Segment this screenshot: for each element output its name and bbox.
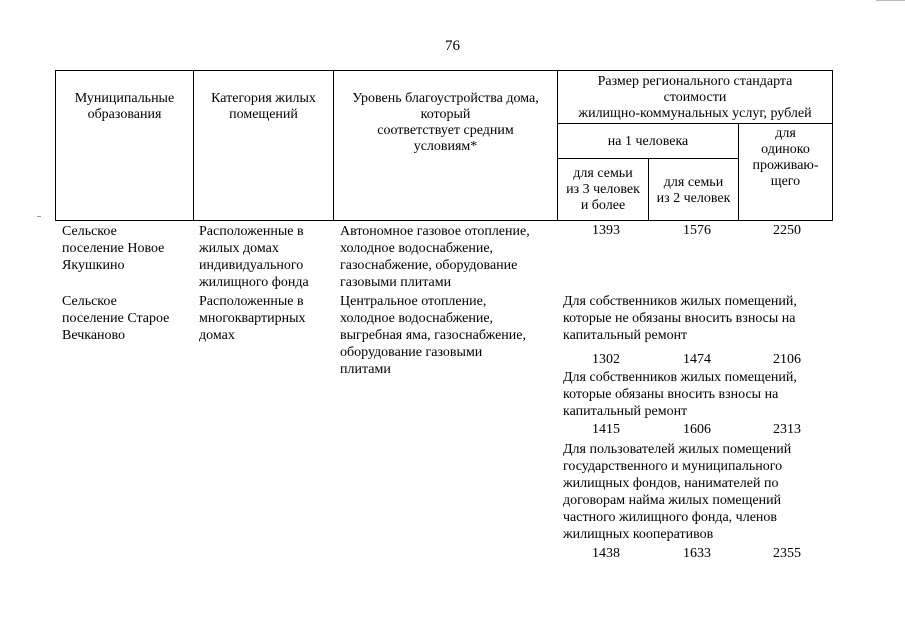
group2-value-family3: 1415 (592, 422, 620, 437)
header-family2 (648, 158, 739, 221)
group2-value-single: 2313 (773, 422, 801, 437)
header-amenities (333, 70, 558, 221)
row2-municipality: Сельское поселение Старое Вечканово (62, 294, 170, 343)
header-category-label: Категория жилых помещений (211, 91, 316, 122)
group3-value-single: 2355 (773, 546, 801, 561)
header-standard-label: Размер регионального стандарта стоимости жилищно-коммунальных услуг, рублей (578, 74, 812, 121)
group2-value-family2: 1606 (683, 422, 711, 437)
row1-value-family2: 1576 (683, 223, 711, 238)
header-family2-label: для семьи из 2 человек (656, 175, 731, 206)
row1-municipality: Сельское поселение Новое Якушкино (62, 224, 165, 273)
row2-amenities: Центральное отопление, холодное водоснабжение, выгребная яма, газоснабжение, оборудование газовыми плитами (340, 294, 527, 377)
group3-value-family2: 1633 (683, 546, 711, 561)
group1-value-family2: 1474 (683, 352, 711, 367)
header-municipality (55, 70, 194, 221)
page-number: 76 (445, 38, 460, 54)
group3-note: Для пользователей жилых помещений государственного и муниципального жилищных фондов, нанимателей по договорам найма жилых помещений частного жилищного фонда, членов жилищных кооперативов (563, 442, 792, 542)
header-single (738, 123, 833, 221)
header-municipality-label: Муниципальные образования (74, 91, 175, 122)
scan-mark (876, 0, 905, 1)
group1-value-family3: 1302 (592, 352, 620, 367)
header-family3 (557, 158, 649, 221)
header-per-person-label: на 1 человека (607, 134, 689, 149)
group1-note: Для собственников жилых помещений, которые не обязаны вносить взносы на капитальный ремонт (563, 294, 797, 343)
row1-category: Расположенные в жилых домах индивидуального жилищного фонда (199, 224, 309, 290)
header-family3-label: для семьи из 3 человек и более (566, 166, 640, 213)
header-standard (557, 70, 833, 124)
group3-value-family3: 1438 (592, 546, 620, 561)
row2-category: Расположенные в многоквартирных домах (199, 294, 306, 343)
group1-value-single: 2106 (773, 352, 801, 367)
header-category (193, 70, 334, 221)
row1-value-single: 2250 (773, 223, 801, 238)
header-single-label: для одиноко проживаю- щего (752, 126, 819, 189)
header-amenities-label: Уровень благоустройства дома, который соответствует средним условиям* (352, 91, 539, 154)
header-per-person (557, 123, 739, 159)
group2-note: Для собственников жилых помещений, которые обязаны вносить взносы на капитальный ремонт (563, 370, 797, 419)
scan-mark (37, 216, 41, 217)
row1-amenities: Автономное газовое отопление, холодное водоснабжение, газоснабжение, оборудование газовыми плитами (340, 224, 530, 290)
row1-value-family3: 1393 (592, 223, 620, 238)
